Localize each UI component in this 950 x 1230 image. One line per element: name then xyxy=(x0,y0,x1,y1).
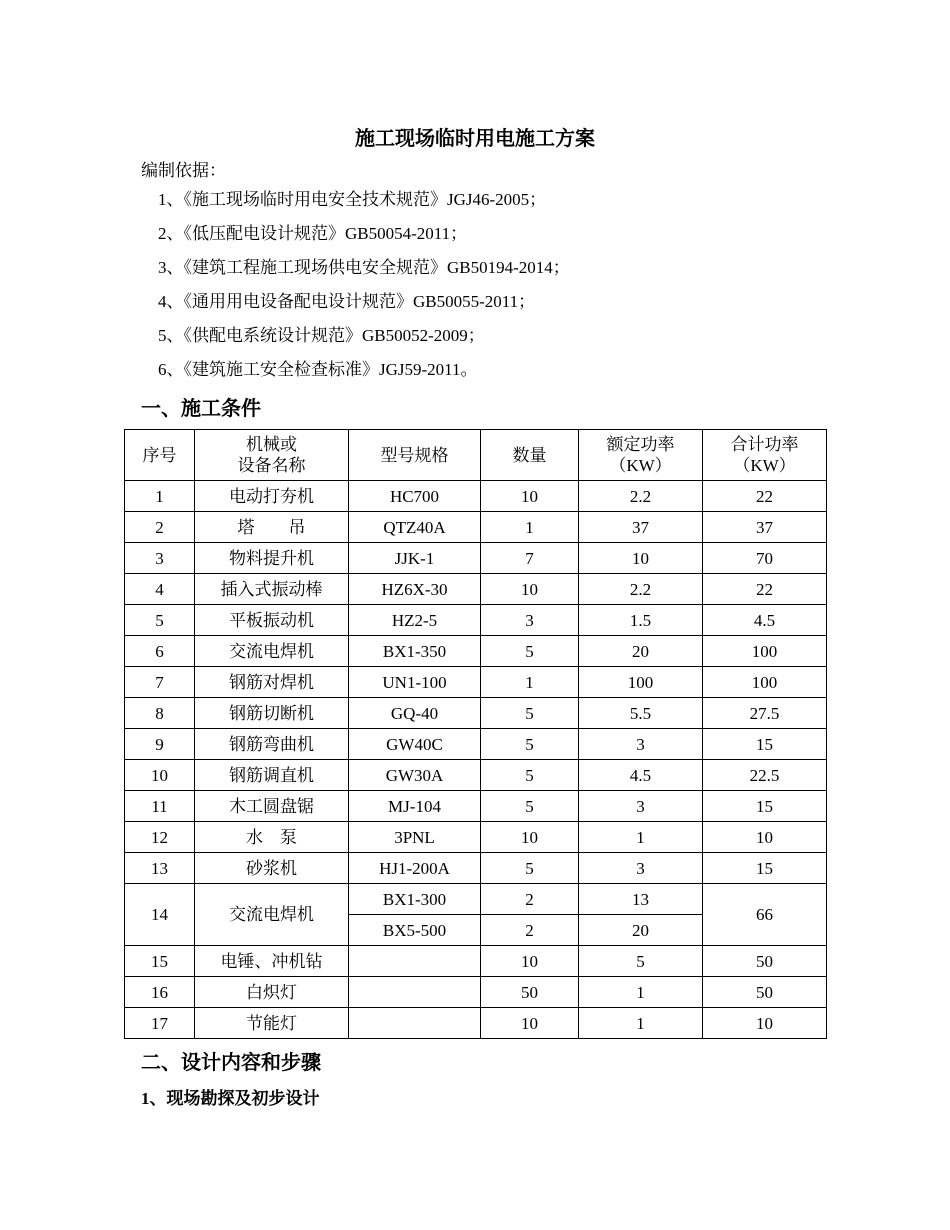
table-row xyxy=(125,574,827,605)
cell-name: 电动打夯机 xyxy=(195,481,349,512)
cell-name: 塔 吊 xyxy=(195,512,349,543)
header-qty: 数量 xyxy=(481,430,579,481)
cell-total: 15 xyxy=(703,853,827,884)
table-row xyxy=(125,729,827,760)
cell-rated: 20 xyxy=(579,915,703,946)
cell-rated: 5 xyxy=(579,946,703,977)
subsection-heading-survey: 1、现场勘探及初步设计 xyxy=(141,1089,320,1108)
page-title: 施工现场临时用电施工方案 xyxy=(355,128,595,150)
cell-name: 水 泵 xyxy=(195,822,349,853)
cell-total: 15 xyxy=(703,729,827,760)
cell-qty: 5 xyxy=(481,729,579,760)
cell-model: GW30A xyxy=(349,760,481,791)
cell-rated: 4.5 xyxy=(579,760,703,791)
cell-model: HZ6X-30 xyxy=(349,574,481,605)
cell-qty: 5 xyxy=(481,698,579,729)
header-total-line1: 合计功率 xyxy=(730,435,799,454)
header-no: 序号 xyxy=(125,430,195,481)
cell-total: 10 xyxy=(703,1008,827,1039)
cell-qty: 50 xyxy=(481,977,579,1008)
cell-rated: 3 xyxy=(579,853,703,884)
basis-item: 6、《建筑施工安全检查标准》JGJ59-2011。 xyxy=(158,360,478,379)
cell-total: 22 xyxy=(703,481,827,512)
cell-rated: 37 xyxy=(579,512,703,543)
cell-model: HJ1-200A xyxy=(349,853,481,884)
table-row xyxy=(125,481,827,512)
cell-no: 3 xyxy=(125,543,195,574)
cell-model xyxy=(349,946,481,977)
cell-rated: 100 xyxy=(579,667,703,698)
cell-total: 70 xyxy=(703,543,827,574)
cell-model: MJ-104 xyxy=(349,791,481,822)
cell-name: 物料提升机 xyxy=(195,543,349,574)
cell-name: 节能灯 xyxy=(195,1008,349,1039)
cell-qty: 2 xyxy=(481,915,579,946)
cell-model: HC700 xyxy=(349,481,481,512)
cell-model: QTZ40A xyxy=(349,512,481,543)
cell-no: 8 xyxy=(125,698,195,729)
cell-total: 50 xyxy=(703,946,827,977)
table-row xyxy=(125,822,827,853)
cell-qty: 10 xyxy=(481,822,579,853)
table-row xyxy=(125,543,827,574)
cell-rated: 13 xyxy=(579,884,703,915)
basis-label: 编制依据： xyxy=(141,161,226,180)
table-row xyxy=(125,946,827,977)
header-total-line2: （KW） xyxy=(733,456,796,475)
basis-item: 1、《施工现场临时用电安全技术规范》JGJ46-2005； xyxy=(158,190,547,209)
table-header-row xyxy=(125,430,827,481)
cell-name: 钢筋切断机 xyxy=(195,698,349,729)
cell-no: 17 xyxy=(125,1008,195,1039)
cell-no: 13 xyxy=(125,853,195,884)
cell-total: 15 xyxy=(703,791,827,822)
table-row xyxy=(125,698,827,729)
cell-model: HZ2-5 xyxy=(349,605,481,636)
cell-name: 电锤、冲机钻 xyxy=(195,946,349,977)
cell-model xyxy=(349,977,481,1008)
cell-rated: 3 xyxy=(579,729,703,760)
header-total-power xyxy=(703,430,827,481)
cell-model: JJK-1 xyxy=(349,543,481,574)
cell-rated: 2.2 xyxy=(579,481,703,512)
cell-qty: 5 xyxy=(481,636,579,667)
table-row xyxy=(125,667,827,698)
cell-model: UN1-100 xyxy=(349,667,481,698)
cell-model: GQ-40 xyxy=(349,698,481,729)
cell-name: 交流电焊机 xyxy=(195,884,349,946)
table-row xyxy=(125,636,827,667)
header-name-line1: 机械或 xyxy=(246,435,297,454)
cell-qty: 10 xyxy=(481,574,579,605)
cell-rated: 10 xyxy=(579,543,703,574)
cell-model: GW40C xyxy=(349,729,481,760)
cell-total: 66 xyxy=(703,884,827,946)
cell-name: 木工圆盘锯 xyxy=(195,791,349,822)
table-row xyxy=(125,1008,827,1039)
cell-no: 7 xyxy=(125,667,195,698)
cell-qty: 5 xyxy=(481,853,579,884)
cell-no: 1 xyxy=(125,481,195,512)
cell-total: 22.5 xyxy=(703,760,827,791)
basis-item: 3、《建筑工程施工现场供电安全规范》GB50194-2014； xyxy=(158,258,570,277)
cell-qty: 1 xyxy=(481,667,579,698)
cell-qty: 2 xyxy=(481,884,579,915)
cell-rated: 20 xyxy=(579,636,703,667)
header-rated-line2: （KW） xyxy=(609,456,672,475)
header-rated-power xyxy=(579,430,703,481)
table-row xyxy=(125,791,827,822)
cell-no: 9 xyxy=(125,729,195,760)
equipment-table xyxy=(124,429,827,1039)
cell-name: 白炽灯 xyxy=(195,977,349,1008)
cell-total: 4.5 xyxy=(703,605,827,636)
cell-rated: 2.2 xyxy=(579,574,703,605)
table-row xyxy=(125,605,827,636)
cell-no: 4 xyxy=(125,574,195,605)
basis-item: 4、《通用用电设备配电设计规范》GB50055-2011； xyxy=(158,292,536,311)
cell-name: 插入式振动棒 xyxy=(195,574,349,605)
table-row xyxy=(125,977,827,1008)
cell-qty: 5 xyxy=(481,760,579,791)
cell-no: 12 xyxy=(125,822,195,853)
basis-item: 5、《供配电系统设计规范》GB50052-2009； xyxy=(158,326,485,345)
cell-total: 50 xyxy=(703,977,827,1008)
cell-model: BX1-350 xyxy=(349,636,481,667)
cell-rated: 5.5 xyxy=(579,698,703,729)
cell-rated: 3 xyxy=(579,791,703,822)
header-name xyxy=(195,430,349,481)
cell-name: 钢筋调直机 xyxy=(195,760,349,791)
cell-no: 11 xyxy=(125,791,195,822)
cell-model xyxy=(349,1008,481,1039)
cell-name: 平板振动机 xyxy=(195,605,349,636)
cell-name: 交流电焊机 xyxy=(195,636,349,667)
cell-qty: 5 xyxy=(481,791,579,822)
cell-no: 2 xyxy=(125,512,195,543)
cell-no: 16 xyxy=(125,977,195,1008)
cell-rated: 1 xyxy=(579,977,703,1008)
header-name-line2: 设备名称 xyxy=(237,456,306,475)
basis-list xyxy=(158,188,570,392)
table-row xyxy=(125,884,827,915)
cell-qty: 10 xyxy=(481,1008,579,1039)
table-row xyxy=(125,512,827,543)
cell-qty: 7 xyxy=(481,543,579,574)
section-heading-design: 二、设计内容和步骤 xyxy=(141,1052,321,1074)
cell-model: BX5-500 xyxy=(349,915,481,946)
cell-no: 5 xyxy=(125,605,195,636)
table-row xyxy=(125,760,827,791)
cell-total: 37 xyxy=(703,512,827,543)
cell-rated: 1 xyxy=(579,822,703,853)
cell-rated: 1.5 xyxy=(579,605,703,636)
cell-qty: 1 xyxy=(481,512,579,543)
cell-no: 15 xyxy=(125,946,195,977)
cell-qty: 3 xyxy=(481,605,579,636)
cell-no: 14 xyxy=(125,884,195,946)
cell-total: 100 xyxy=(703,636,827,667)
table-row xyxy=(125,853,827,884)
cell-total: 27.5 xyxy=(703,698,827,729)
header-model: 型号规格 xyxy=(349,430,481,481)
cell-total: 100 xyxy=(703,667,827,698)
cell-total: 10 xyxy=(703,822,827,853)
cell-qty: 10 xyxy=(481,946,579,977)
section-heading-conditions: 一、施工条件 xyxy=(141,398,261,420)
cell-name: 钢筋弯曲机 xyxy=(195,729,349,760)
header-rated-line1: 额定功率 xyxy=(606,435,675,454)
cell-name: 钢筋对焊机 xyxy=(195,667,349,698)
basis-item: 2、《低压配电设计规范》GB50054-2011； xyxy=(158,224,468,243)
cell-total: 22 xyxy=(703,574,827,605)
cell-name: 砂浆机 xyxy=(195,853,349,884)
cell-model: BX1-300 xyxy=(349,884,481,915)
cell-qty: 10 xyxy=(481,481,579,512)
cell-rated: 1 xyxy=(579,1008,703,1039)
cell-no: 10 xyxy=(125,760,195,791)
cell-model: 3PNL xyxy=(349,822,481,853)
cell-no: 6 xyxy=(125,636,195,667)
